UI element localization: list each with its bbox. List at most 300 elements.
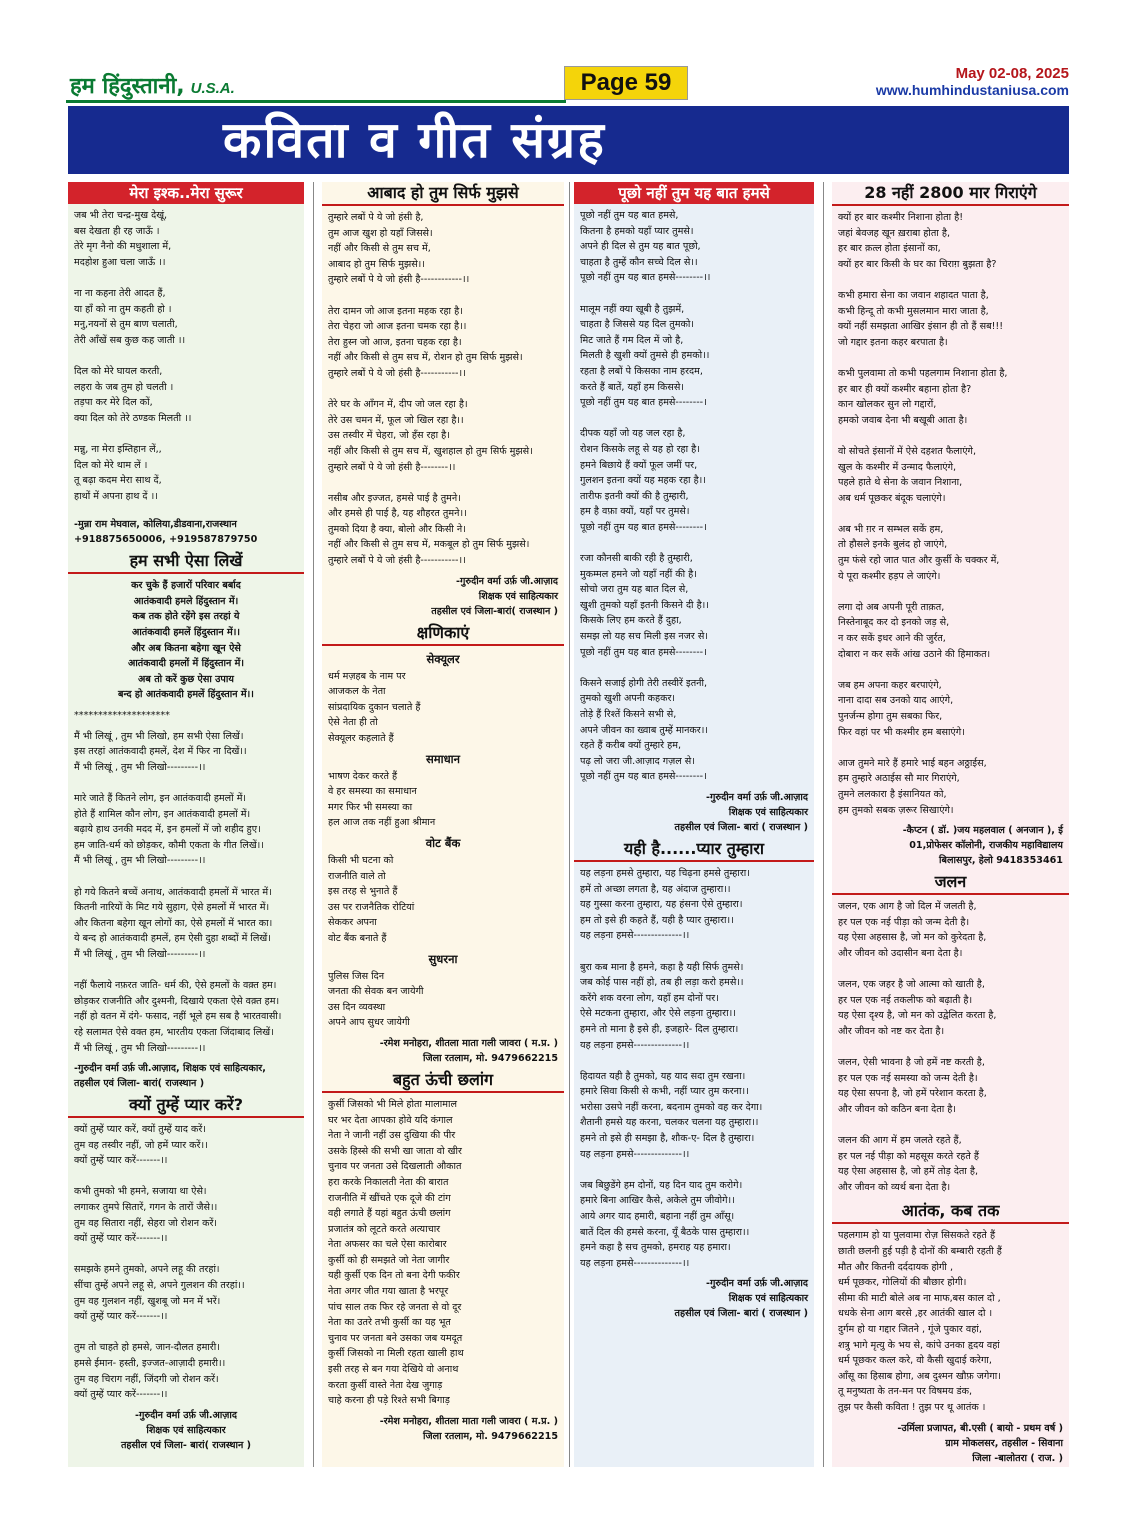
text-line: क्यों तुम्हें प्यार करें-------।। [74, 1389, 168, 1401]
text-line: जब भी तेरा चन्द्र-मुख देखूं, [74, 210, 168, 221]
text-line: आबाद हो तुम सिर्फ मुझसे।। [328, 258, 425, 270]
text-line: राजनीति में खींचते एक दूजे की टांग [328, 1192, 451, 1204]
text-line: क्यों तुम्हें प्यार करें-------।। [74, 1155, 168, 1167]
text-line: जलन, ऐसी भावना है जो हमें नष्ट करती है, [838, 1057, 985, 1069]
text-line: तू मनुष्यता के तन-मन पर विषमय डंक, [838, 1386, 973, 1398]
text-line: पूछो नहीं तुम यह बात हमसे--------। [580, 521, 707, 533]
text-line: -मुन्ना राम मेघवाल, कोलिया,डीडवाना,राजस्थान [74, 519, 237, 531]
poem-title: आतंक, कब तक [832, 1200, 1069, 1224]
text-line: हमें तो अच्छा लगता है, यह अंदाज तुम्हारा।। [580, 883, 731, 895]
text-line: कुर्सी जिसको भी मिले होता मालामाल [328, 1098, 457, 1110]
text-line: पांच साल तक फिर रहे जनता से वो दूर [328, 1301, 462, 1313]
text-line: तोड़े हैं रिश्तें किसने सभी से, [580, 709, 677, 720]
text-line: ऐसे मटकना तुम्हारा, और ऐसे लड़ना तुम्हारा।। [580, 1008, 736, 1020]
text-line [74, 426, 298, 442]
text-line: मनु,नयनों से तुम बाण चलाती, [74, 319, 178, 331]
column-divider [823, 182, 824, 1467]
text-line: हमने कहा है सच तुमको, हमराह यह हमारा। [580, 1242, 731, 1254]
text-line: मैं भी लिखूं , तुम भी लिखो---------।। [74, 855, 206, 867]
section-title: कविता व गीत संग्रह [223, 111, 606, 169]
text-line: धधके सेना आग बरसे ,हर आतंकी खाल दो । [838, 1308, 993, 1320]
text-line: लगाकर तुमपे सितारें, गगन के तारों जैसे।। [74, 1202, 218, 1214]
text-line: जब हम अपना कहर बरपाएंगे, [838, 679, 942, 691]
text-line [580, 411, 808, 427]
text-line: ऐसे नेता ही तो [328, 717, 378, 729]
text-line: हर पल एक नई तकलीफ को बढ़ाती है। [838, 994, 973, 1006]
text-line: पहलगाम हो या पुलवामा रोज़ सिसकते रहते हैं [838, 1230, 996, 1242]
column-3 [574, 182, 814, 1467]
text-line: जो गद्दार इतना कहर बरपाता है। [838, 336, 948, 348]
text-line: हम जाति-धर्म को छोड़कर, कौमी एकता के गीत लिखें।। [74, 839, 264, 851]
text-line: और जीवन को उदासीन बना देता है। [838, 947, 963, 959]
poem-author [74, 1408, 298, 1453]
poem-title: यही है......प्यार तुम्हारा [574, 838, 814, 862]
text-line: तहसील एवं जिला- बारां( राजस्थान ) [120, 1439, 252, 1451]
text-line: तुम्हारे लबों पे ये जो हंसी है, [328, 212, 424, 223]
text-line: -रमेश मनोहरा, शीतला माता गली जावरा ( म.प्र. ) [379, 1415, 558, 1427]
text-line: होते हैं शामिल कौन लोग, इन आतंकवादी हमलों में। [74, 808, 251, 820]
text-line: उस दिन व्यवस्था [328, 1001, 386, 1013]
text-line: तुम्हारे लबों पे ये जो हंसी है-----------।। [328, 555, 466, 567]
text-line: कब तक होते रहेंगे इस तरहां ये [132, 611, 240, 623]
text-line: हमको जवाब देना भी बखूबी आता है। [838, 414, 968, 426]
text-line: करेंगे शक वरना लोग, यहाँ हम दोनों पर। [580, 992, 719, 1004]
text-line: बिलासपुर, हेलो 9418353461 [939, 855, 1063, 867]
text-line: अपने जीवन का ख्वाब तुम्हें मानकर।। [580, 724, 708, 736]
text-line: नहीं और किसी से तुम सच में, [328, 243, 431, 255]
text-line: कभी तुमको भी हमने, सजाया था ऐसे। [74, 1186, 207, 1198]
text-line: मदहोश हुआ चला जाऊँ ।। [74, 256, 166, 268]
text-line: नेता अगर जीत गया खाता है भरपूर [328, 1286, 449, 1298]
text-line: मुकम्मल हमने जो यहाँ नहीं की है। [580, 568, 697, 580]
text-line: शिक्षक एवं साहित्यकार [728, 1293, 808, 1305]
text-line [328, 475, 558, 491]
text-line: क्यों हर बार कश्मीर निशाना होता है! [838, 212, 964, 223]
text-line: शिक्षक एवं साहित्यकार [728, 806, 808, 818]
text-line: कभी हिन्दू तो कभी मुसलमान मारा जाता है, [838, 305, 989, 317]
text-line: इस तरह से भुनाते हैं [328, 886, 398, 898]
text-line: -गुरुदीन वर्मा उर्फ़ जी.आज़ाद [705, 791, 808, 803]
text-line: दिल को मेरे थाम लें । [74, 459, 148, 471]
text-line: कुर्सी को ही समझते जो नेता जागीर [328, 1254, 450, 1266]
text-line: यह लड़ना हमसे तुम्हारा, यह चिढ़ना हमसे तुम्हारा। [580, 867, 750, 879]
text-line: तुम तो चाहते हो हमसे, जान-दौलत हमारी। [74, 1342, 220, 1354]
text-line: -गुरुदीन वर्मा उर्फ़ जी.आज़ाद [455, 575, 558, 587]
poem-body [74, 729, 298, 1056]
text-line: मैं भी लिखूं , तुम भी लिखो---------।। [74, 761, 206, 773]
text-line: तुम वह चिराग नहीं, जिंदगी जो रोशन करें। [74, 1373, 219, 1385]
text-line: कभी पुलवामा तो कभी पहलगाम निशाना होता है, [838, 367, 1008, 379]
text-line: तुम वह गुलशन नहीं, खुशबू जो मन में भरें। [74, 1295, 221, 1307]
text-line: आये अगर याद हमारी, बहाना नहीं तुम आँसू। [580, 1211, 735, 1223]
text-line: मारे जाते हैं कितने लोग, इन आतंकवादी हमलों में। [74, 793, 247, 804]
text-line: हम तुमको सबक ज़रूर सिखाएंगे। [838, 804, 954, 816]
text-line: घर भर देता आपका होवे यदि कंगाल [328, 1114, 453, 1126]
text-line: यह लड़ना हमसे--------------।। [580, 1039, 690, 1051]
text-line: और अब कितना बहेगा खून ऐसे [131, 642, 241, 654]
issue-date: May 02-08, 2025 [955, 65, 1069, 82]
issue-info [876, 66, 1069, 98]
text-line: तुमने ललकारा है इंसानियत को, [838, 788, 947, 800]
text-line: सेककर अपना [328, 917, 377, 929]
poem-title: क्यों तुम्हें प्यार करें? [68, 1094, 304, 1118]
text-line: सांप्रदायिक दुकान चलाते हैं [328, 701, 421, 713]
text-line: अपने आप सुधर जायेगी [328, 1017, 410, 1029]
text-line: तुम वह तस्वीर नहीं, जो हमें प्यार करें।। [74, 1139, 208, 1151]
text-line: नाना दादा सब उनको याद आएंगे, [838, 695, 954, 707]
text-line: हर बार ही क्यों कश्मीर बहाना होता है? [838, 383, 972, 395]
poem-title: मेरा इश्क..मेरा सुरूर [68, 182, 304, 204]
text-line: +918875650006, +919587879750 [74, 534, 258, 546]
poem-body [838, 1228, 1063, 1415]
text-line: तेरी आँखें सब कुछ कह जाती ।। [74, 334, 186, 346]
poem-author [580, 790, 808, 835]
text-line: आज तुमने मारे हैं हमारे भाई बहन अठ्ठाईस, [838, 757, 987, 769]
column-2 [322, 182, 564, 1467]
text-line: दोबारा न कर सकें आंख उठाने की हिमाकत। [838, 648, 991, 660]
text-line: पहले हाते थे सेना के जवान निशाना, [838, 477, 963, 489]
text-line: रहते हैं करीब क्यों तुम्हारे हम, [580, 740, 682, 752]
text-line: हमने तो माना है इसे ही, इजहारे- दिल तुम्हारा। [580, 1023, 739, 1035]
text-line: चाहे करना ही पड़े रिश्ते सभी बिगाड़ [328, 1395, 450, 1407]
poem-body [838, 899, 1063, 1195]
text-line: जलन की आग में हम जलते रहते हैं, [838, 1135, 962, 1147]
text-line: तेरा चेहरा जो आज इतना चमक रहा है।। [328, 321, 467, 333]
text-line: पूछो नहीं तुम यह बात हमसे--------। [580, 646, 707, 658]
text-line: या हाँ को ना तुम कहती हो । [74, 303, 172, 315]
text-line: दुर्गम हो या गद्दार जितने , गूंजे पुकार वहां, [838, 1324, 982, 1335]
text-line: जिला रतलाम, मो. 9479662215 [423, 1052, 558, 1064]
text-line: हरा करके निकालती नेता की बारात [328, 1176, 449, 1188]
poem-title: क्षणिकाएं [322, 622, 564, 646]
text-line: आँसू का हिसाब होगा, अब दुश्मन खौफ़ जगेगा। [838, 1370, 1001, 1382]
sub-title: समाधान [425, 751, 461, 766]
text-line: बातें दिल की हमसे करना, यूँ बैठके पास तुम्हारा।। [580, 1226, 750, 1238]
text-line: नेता अफसर का चले ऐसा कारोबार [328, 1239, 447, 1251]
text-line: भाषण देकर करते हैं [328, 770, 398, 782]
text-line [580, 1162, 808, 1178]
text-line: चाहता है तुम्हें कौन सच्चे दिल से।। [580, 256, 698, 268]
text-line: नहीं हो वतन में दंगे- फसाद, नहीं भूले हम सब है भारतवासी। [74, 1011, 282, 1023]
text-line: सोचो जरा तुम यह बात दिल से, [580, 584, 689, 596]
text-line: धर्म पूछकर, गोलियों की बौछार होगी। [838, 1277, 967, 1289]
text-line: यह लड़ना हमसे--------------।। [580, 930, 690, 942]
text-line: अपने ही दिल से तुम यह बात पूछो, [580, 241, 701, 253]
text-line: वोट बैंक बनाते हैं [328, 932, 387, 944]
text-line: शिक्षक एवं साहित्यकार [146, 1424, 226, 1436]
text-line: धर्म मज़हब के नाम पर [328, 670, 406, 682]
text-line: -कैप्टन ( डॉ. )जय महलवाल ( अनजान ), ई [902, 825, 1063, 837]
text-line: जलन, एक जहर है जो आत्मा को खाती है, [838, 979, 985, 991]
text-line: अब भी ग़र न सम्भल सकें हम, [838, 523, 944, 535]
text-line: खुल के कश्मीर में उन्माद फैलाएंगे, [838, 461, 957, 473]
text-line: बन्द हो आतंकवादी हमलें हिंदुस्तान में।। [118, 689, 254, 701]
column-divider [569, 182, 570, 1467]
text-line: क्यों तुम्हें प्यार करें, क्यों तुम्हें याद करें। [74, 1124, 206, 1136]
text-line: बुरा कब माना है हमने, कहा है यही सिर्फ तुमसे। [580, 961, 744, 973]
text-line: हम है वफ़ा क्यों, यहाँ पर तुमसे। [580, 506, 690, 518]
text-line: हमारे बिना आखिर कैसे, अकेले तुम जीवोगे।। [580, 1195, 735, 1207]
poem-body [328, 669, 558, 747]
poem-author [580, 1276, 808, 1321]
text-line: वे हर समस्या का समाधान [328, 786, 417, 798]
text-line: उस पर राजनैतिक रोटियां [328, 901, 415, 913]
column-divider [313, 182, 314, 1467]
text-line: मगर फिर भी समस्या का [328, 801, 413, 813]
text-line: फिर वहां पर भी कश्मीर हम बसाएंगे। [838, 726, 965, 738]
poem-author [328, 1414, 558, 1444]
text-line [580, 1053, 808, 1069]
poem-body [580, 866, 808, 1271]
text-line [838, 1117, 1063, 1133]
text-line [74, 1169, 298, 1185]
text-line: क्यों तुम्हें प्यार करें-------।। [74, 1311, 168, 1323]
text-line: ये पूरा कश्मीर हड़प ले जाएंगे। [838, 570, 941, 582]
text-line: चुनाव पर जनता बने उसका जब यमदूत [328, 1332, 463, 1344]
text-line: तहसील एवं जिला- बारां( राजस्थान ) [74, 1078, 205, 1090]
text-line: तेरा दामन जो आज इतना महक रहा है। [328, 305, 463, 317]
text-line [74, 869, 298, 885]
text-line: न कर सकें इधर आने की जुर्रत, [838, 633, 946, 645]
text-line [580, 660, 808, 676]
column-1 [68, 182, 304, 1467]
text-line [838, 428, 1063, 444]
text-line: समझ लो यह सच मिली इस नजर से। [580, 631, 708, 643]
text-line: पूछो नहीं तुम यह बात हमसे--------। [580, 771, 707, 783]
text-line [74, 1325, 298, 1341]
text-line: किसी भी घटना को [328, 855, 394, 866]
text-line: इस तरहां आतंकवादी हमलें, देश में फिर ना दिखें।। [74, 746, 247, 758]
text-line [838, 662, 1063, 678]
text-line [838, 740, 1063, 756]
text-line: जब बिछुडेंगे हम दोनों, यह दिन याद तुम करोगे। [580, 1179, 743, 1191]
poem-body [838, 210, 1063, 818]
text-line: अब धर्म पूछकर बंदूक चलाएंगे। [838, 492, 946, 504]
poem-author [838, 1421, 1063, 1466]
text-line [580, 535, 808, 551]
poem-body [328, 969, 558, 1031]
text-line: जनता की सेवक बन जायेगी [328, 986, 424, 998]
text-line: यह ऐसा अहसास है, जो हमें तोड़ देता है, [838, 1166, 979, 1178]
text-line: पुलिस जिस दिन [328, 970, 385, 982]
text-line: लगा दो अब अपनी पूरी ताक़त, [838, 601, 945, 613]
text-line: शैतानी हमसे यह करना, चलकर चलना यह तुम्हारा।। [580, 1117, 759, 1129]
text-line: -रमेश मनोहरा, शीतला माता गली जावरा ( म.प्र. ) [379, 1037, 558, 1049]
text-line: मैं भी लिखूं , तुम भी लिखो, हम सभी ऐसा लिखें। [74, 730, 244, 742]
poem-intro [74, 578, 298, 703]
text-line: और कितना बहेगा खून लोगों का, ऐसे हमलों में भारत का। [74, 917, 273, 929]
poem-body [74, 1122, 298, 1403]
text-line: लहरा के जब तुम हो चलती । [74, 381, 174, 393]
text-line: ना ना कहना तेरी आदत हैं, [74, 287, 166, 299]
text-line: वही लगाते हैं यहां बहुत ऊंची छलांग [328, 1208, 451, 1220]
text-line: हर पल एक नई पीड़ा को जन्म देती है। [838, 916, 970, 928]
text-line: हम तुम्हारे अठाईस सौ मार गिराएंगे, [838, 773, 960, 785]
text-line: -गुरुदीन वर्मा उर्फ़ जी.आज़ाद [705, 1278, 808, 1290]
text-line: बढ़ाये हाथ उनकी मदद में, इन हमलों में जो शहीद हुए। [74, 824, 261, 836]
text-line: तेरे घर के आँगन में, दीप जो जल रहा है। [328, 399, 468, 411]
text-line: हाथों में अपना हाथ दें ।। [74, 490, 158, 502]
brand-name: हम हिंदुस्तानी, U.S.A. [70, 74, 235, 99]
poem-author [328, 574, 558, 619]
text-line: -गुरुदीन वर्मा उर्फ़ जी.आज़ाद, शिक्षक एवं साहित्यकार, [74, 1063, 266, 1075]
text-line: नहीं और किसी से तुम सच में, रोशन हो तुम सिर्फ मुझसे। [328, 352, 523, 364]
text-line: तेरा हुस्न जो आज, इतना चहक रहा है। [328, 336, 462, 348]
text-line [74, 963, 298, 979]
text-line: नसीब और इज्जत, हमसे पाई है तुमने। [328, 492, 461, 504]
text-line [328, 288, 558, 304]
text-line: कितनी नारियों के मिट गये सुहाग, ऐसे हमलों में भारत में। [74, 902, 270, 914]
text-line: चाहता है जिससे यह दिल तुमको। [580, 319, 694, 331]
text-line: यह ऐसा दृश्य है, जो मन को उद्वेलित करता है, [838, 1010, 997, 1022]
text-line: तहसील एवं जिला-बारां( राजस्थान ) [431, 605, 558, 617]
text-line: पूछो नहीं तुम यह बात हमसे--------। [580, 397, 707, 409]
poem-body [328, 210, 558, 569]
text-line: मौत और कितनी दर्ददायक होगी , [838, 1261, 954, 1273]
text-line: तुम फंसे रहो जात पात और कुर्सी के चक्कर में, [838, 555, 1000, 567]
text-line: आतंकवादी हमलें हिंदुस्तान में।। [131, 627, 241, 639]
sub-title: वोट बैंक [425, 836, 461, 850]
text-line: मन्नु, ना मेरा इम्तिहान लें,, [74, 443, 162, 455]
text-line: समझके हमने तुमको, अपने लहू की तरहां। [74, 1264, 220, 1276]
text-line: हर पल एक नई समस्या को जन्म देती है। [838, 1072, 978, 1084]
text-line [838, 1040, 1063, 1056]
text-line: प्रजातंत्र को लूटते करते अत्याचार [328, 1223, 441, 1235]
poem-author [328, 1036, 558, 1066]
text-line: बस देखता ही रह जाऊँ । [74, 225, 160, 237]
text-line: नेता ने जानी नहीं उस दुखिया की पीर [328, 1130, 456, 1142]
text-line: कान खोलकर सुन लो गद्दारों, [838, 399, 937, 411]
text-line: तुम आज खुश हो यहाँ जिससे। [328, 227, 433, 239]
text-line: गुलशन इतना क्यों यह महक रहा है।। [580, 475, 706, 487]
text-line [74, 270, 298, 286]
text-line: 01,प्रोफेसर कॉलोनी, राजकीय महाविद्यालय [909, 840, 1063, 852]
poem-title: 28 नहीं 2800 मार गिराएंगे [832, 182, 1069, 206]
text-line: पुनर्जन्म होगा तुम सबका फिर, [838, 711, 943, 722]
text-line: जब कोई पास नहीं हो, तब ही लड़ा करो हमसे।। [580, 977, 744, 989]
text-line: मालूम नहीं क्या खूबी है तुझमें, [580, 303, 685, 315]
poem-title: बहुत ऊंची छलांग [322, 1069, 564, 1093]
text-line: तुम वह सितारा नहीं, सेहरा जो रोशन करें। [74, 1217, 218, 1229]
text-line: रोशन किसके लहू से यह हो रहा है। [580, 443, 700, 455]
masthead [66, 66, 1069, 104]
poem-title: हम सभी ऐसा लिखें [68, 550, 304, 574]
text-line: शिक्षक एवं साहित्यकार [478, 590, 558, 602]
text-line: जिला रतलाम, मो. 9479662215 [423, 1430, 558, 1442]
text-line [74, 775, 298, 791]
text-line: तू बढ़ा कदम मेरा साथ दें, [74, 475, 162, 487]
text-line: वो सोचते इंसानों में ऐसे दहशत फैलाएंगे, [838, 445, 976, 457]
text-line: ये बन्द हो आतंकवादी हमलें, हम ऐसी दुहा शब्दों में लिखें। [74, 933, 271, 945]
text-line: इसी तरह से बन गया देखिये वो अनाथ [328, 1364, 459, 1376]
text-line: हिदायत यही है तुमको, यह याद सदा तुम रखना। [580, 1070, 746, 1082]
text-line: किसके लिए हम करते हैं दुहा, [580, 615, 682, 627]
text-line: हम तो इसे ही कहते हैं, यही है प्यार तुम्हारा।। [580, 914, 734, 926]
sub-title: सुधरना [428, 951, 458, 966]
text-line: तुझ पर कैसी कविता ! तुझ पर थू आतंक । [838, 1401, 986, 1413]
text-line: यह लड़ना हमसे--------------।। [580, 1148, 690, 1160]
poem-body [74, 208, 298, 504]
text-line: हो गये कितने बच्चें अनाथ, आतंकवादी हमलों में भारत में। [74, 886, 272, 898]
text-line: हल आज तक नहीं हुआ श्रीमान [328, 817, 436, 829]
text-line: पूछो नहीं तुम यह बात हमसे--------।। [580, 272, 711, 284]
text-line: क्यों तुम्हें प्यार करें-------।। [74, 1233, 168, 1245]
text-line: आतंकवादी हमले हिंदुस्तान में। [133, 595, 239, 607]
text-line: तो हौसले इनके बुलंद हो जाएंगे, [838, 539, 948, 551]
text-line [74, 1247, 298, 1263]
text-line [838, 584, 1063, 600]
poem-body [328, 1097, 558, 1409]
text-line: किसने सजाई होगी तेरी तस्वीरें इतनी, [580, 677, 708, 689]
text-line: तुमको दिया है क्या, बोलो और किसी ने। [328, 523, 466, 535]
text-line: हर पल नई पीड़ा को महसूस करते रहते हैं [838, 1150, 979, 1162]
text-line: कितना है हमको यहाँ प्यार तुमसे। [580, 225, 694, 237]
text-line: -उर्मिला प्रजापत, बी.एसी ( बायो - प्रथम वर्ष ) [897, 1422, 1063, 1434]
page-number: Page 59 [564, 66, 688, 100]
sub-title: सेक्यूलर [426, 651, 460, 666]
text-line: जलन, एक आग है जो दिल में जलती है, [838, 901, 977, 913]
text-line: दीपक यहाँ जो यह जल रहा है, [580, 428, 686, 440]
text-line: छोड़कर राजनीति और दुश्मनी, दिखाये एकता ऐसे वक़्त हम। [74, 995, 280, 1007]
text-line: अब तो करें कुछ ऐसा उपाय [138, 673, 234, 685]
text-line: उस तस्वीर में चेहरा, जो हँस रहा है। [328, 430, 450, 442]
poem-title: जलन [832, 871, 1069, 895]
column-4 [832, 182, 1069, 1467]
text-line: ग्राम मोकलसर, तहसील - सिवाना [945, 1437, 1063, 1449]
poem-title: आबाद हो तुम सिर्फ मुझसे [322, 182, 564, 206]
poem-body [580, 208, 808, 785]
text-line: और हमसे ही पाई है, यह शौहरत तुमने।। [328, 508, 467, 520]
text-line [580, 286, 808, 302]
text-line: सीमा की माटी बोले अब ना माफ,बस काल दो , [838, 1292, 1001, 1304]
text-line: शत्रु भागे मृत्यु के भय से, कांपे उनका हृदय वहां [838, 1339, 1000, 1351]
text-line: पूछो नहीं तुम यह बात हमसे, [580, 210, 679, 221]
poem-author [74, 1061, 298, 1091]
text-line: रहता है लबों पे किसका नाम हरदम, [580, 365, 703, 377]
text-line: यही कुर्सी एक दिन तो बना देगी फकीर [328, 1270, 460, 1282]
text-line: उसके हिस्से की सभी खा जाता वो खीर [328, 1145, 462, 1157]
text-line: तुम्हारे लबों पे ये जो हंसी है-----------।। [328, 367, 466, 379]
text-line: तहसील एवं जिला- बारां ( राजस्थान ) [674, 821, 808, 833]
text-line: क्यों नहीं समझता आखिर इंसान ही तो हैं सब!!! [838, 321, 1004, 333]
text-line [838, 506, 1063, 522]
text-line: धर्म पूछकर कत्ल करे, वो कैसी खुदाई करेगा, [838, 1355, 992, 1367]
text-line: यह ऐसा अहसास है, जो मन को कुरेदता है, [838, 932, 987, 944]
text-line: आतंकवादी हमलों में हिंदुस्तान में। [127, 658, 244, 670]
text-line: तुम्हारे लबों पे ये जो हंसी है------------।। [328, 274, 470, 286]
poem-body [328, 853, 558, 947]
text-line: भरोसा उसपे नहीं करना, बदनाम तुमको वह कर देगा। [580, 1101, 763, 1113]
text-line: कभी हमारा सेना का जवान शहादत पाता है, [838, 289, 989, 301]
text-line: तेरे मृग नैनो की मधुशाला में, [74, 241, 172, 253]
text-line: रहे सलामत ऐसे वक्त हम, भारतीय एकता जिंदाबाद लिखें। [74, 1026, 274, 1038]
text-line: और जीवन को व्यर्थ बना देता है। [838, 1181, 951, 1193]
text-line: तुम्हारे लबों पे ये जो हंसी है--------।। [328, 461, 456, 473]
text-line: निस्तेनाबूद कर दो इनको जड़ से, [838, 617, 950, 629]
text-line: नेता का उतरे तभी कुर्सी का यह भूत [328, 1317, 451, 1329]
text-line [580, 944, 808, 960]
text-line: तुमको खुशी अपनी कहकर। [580, 693, 676, 705]
poem-author [74, 517, 298, 547]
text-line: रजा कौनसी बाकी रही है तुम्हारी, [580, 553, 693, 565]
text-line [328, 382, 558, 398]
text-line: यह लड़ना हमसे--------------।। [580, 1257, 690, 1269]
text-line [838, 962, 1063, 978]
text-line: नहीं और किसी से तुम सच में, खुशहाल हो तुम सिर्फ मुझसे। [328, 445, 533, 457]
site-url[interactable]: www.humhindustaniusa.com [875, 82, 1069, 98]
text-line: हर बार क़त्ल होता इंसानों का, [838, 243, 941, 255]
text-line: मैं भी लिखूं , तुम भी लिखो---------।। [74, 1042, 206, 1054]
